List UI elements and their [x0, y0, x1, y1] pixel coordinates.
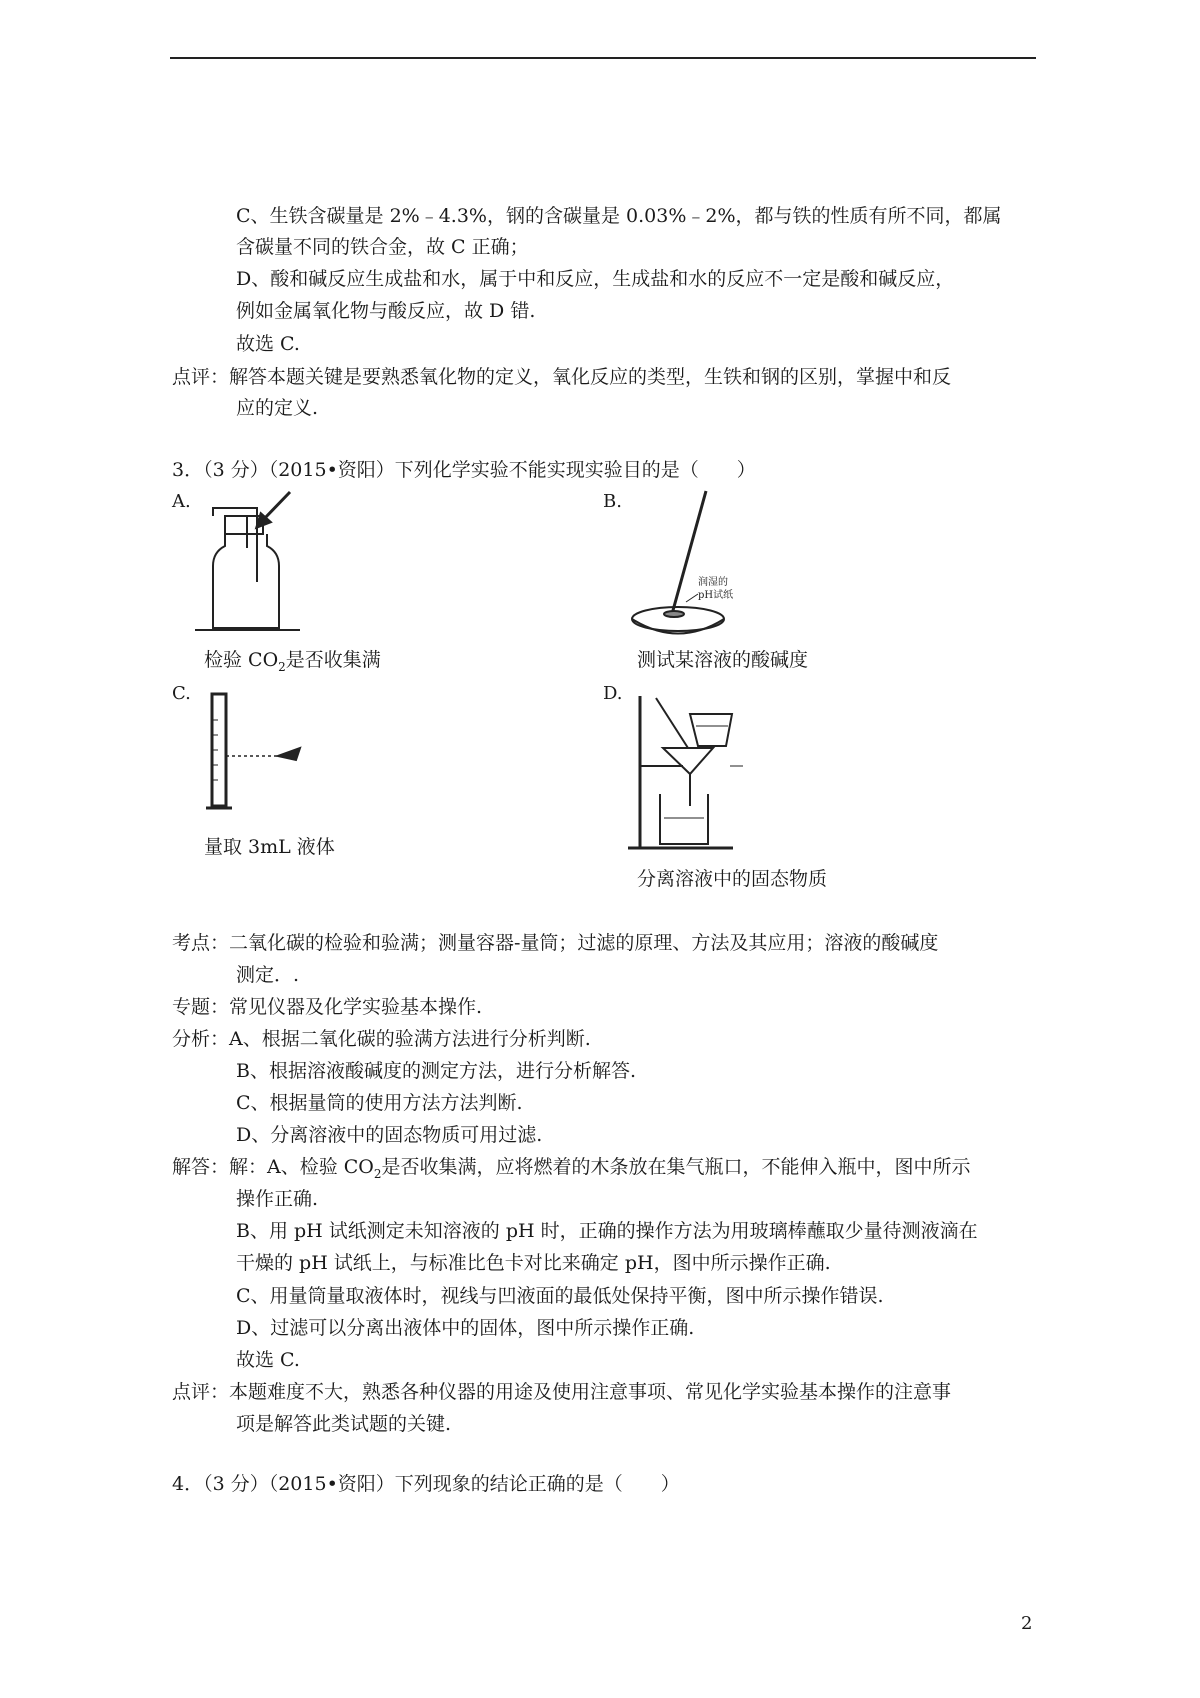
review-line: 点评：解答本题关键是要熟悉氧化物的定义，氧化反应的类型，生铁和钢的区别，掌握中和反	[172, 366, 952, 388]
jieda-line: 解答：解：A、检验 $CO_2$是否收集满，应将燃着的木条放在集气瓶口，不能伸入瓶中，图中所示	[172, 1156, 971, 1181]
kaodian-line: 测定．.	[236, 964, 300, 986]
question-stem: 4．（3 分）（2015•资阳）下列现象的结论正确的是（ ）	[172, 1473, 680, 1495]
figure-label: 润湿的	[698, 577, 728, 588]
option-caption: 量取 3mL 液体	[204, 836, 335, 858]
jieda-line: B、用 pH 试纸测定未知溶液的 pH 时，正确的操作方法为用玻璃棒蘸取少量待测液滴在	[236, 1220, 978, 1242]
figure-label: pH试纸	[698, 590, 734, 601]
fenxi-line: D、分离溶液中的固态物质可用过滤.	[236, 1124, 543, 1146]
fenxi-line: 分析：A、根据二氧化碳的验满方法进行分析判断.	[172, 1028, 591, 1050]
jieda-line: 故选 C.	[236, 1349, 300, 1371]
zhuanti-line: 专题：常见仪器及化学实验基本操作.	[172, 996, 483, 1018]
jieda-line: D、过滤可以分离出液体中的固体，图中所示操作正确.	[236, 1317, 695, 1339]
option-letter: D.	[603, 683, 623, 704]
filtration-figure	[628, 686, 758, 856]
delivery-tube	[213, 508, 257, 582]
jieda-line: 干燥的 pH 试纸上，与标准比色卡对比来确定 pH，图中所示操作正确.	[236, 1252, 831, 1274]
text-line: D、酸和碱反应生成盐和水，属于中和反应，生成盐和水的反应不一定是酸和碱反应，	[236, 268, 955, 290]
ph-test-figure	[628, 488, 763, 638]
review-line: 项是解答此类试题的关键.	[236, 1413, 452, 1435]
fenxi-line: B、根据溶液酸碱度的测定方法，进行分析解答.	[236, 1060, 637, 1082]
question-stem: 3．（3 分）（2015•资阳）下列化学实验不能实现实验目的是（ ）	[172, 459, 756, 481]
header-rule	[170, 57, 1036, 59]
option-caption: 测试某溶液的酸碱度	[637, 649, 809, 671]
text-line: 含碳量不同的铁合金，故 C 正确；	[236, 236, 529, 258]
option-letter: A.	[172, 491, 191, 512]
graduated-cylinder-figure	[200, 690, 310, 820]
option-letter: B.	[603, 491, 622, 512]
text-line: 例如金属氧化物与酸反应，故 D 错.	[236, 300, 536, 322]
option-caption: 分离溶液中的固态物质	[637, 868, 828, 890]
page-number: 2	[1021, 1613, 1033, 1634]
review-line: 点评：本题难度不大，熟悉各种仪器的用途及使用注意事项、常见化学实验基本操作的注意事	[172, 1381, 952, 1403]
review-line: 应的定义.	[236, 397, 319, 419]
jieda-line: 操作正确.	[236, 1188, 319, 1210]
text-line: C、生铁含碳量是 2%﹣4.3%，钢的含碳量是 0.03%﹣2%，都与铁的性质有所不同，都属	[236, 205, 1002, 227]
kaodian-line: 考点：二氧化碳的检验和验满；测量容器-量筒；过滤的原理、方法及其应用；溶液的酸碱度	[172, 932, 939, 954]
text-line: 故选 C.	[236, 333, 300, 355]
fenxi-line: C、根据量筒的使用方法方法判断.	[236, 1092, 523, 1114]
option-letter: C.	[172, 683, 191, 704]
gas-bottle-figure	[195, 490, 305, 635]
option-caption: 检验 $CO_2$是否收集满	[204, 649, 381, 674]
jieda-line: C、用量筒量取液体时，视线与凹液面的最低处保持平衡，图中所示操作错误.	[236, 1285, 884, 1307]
